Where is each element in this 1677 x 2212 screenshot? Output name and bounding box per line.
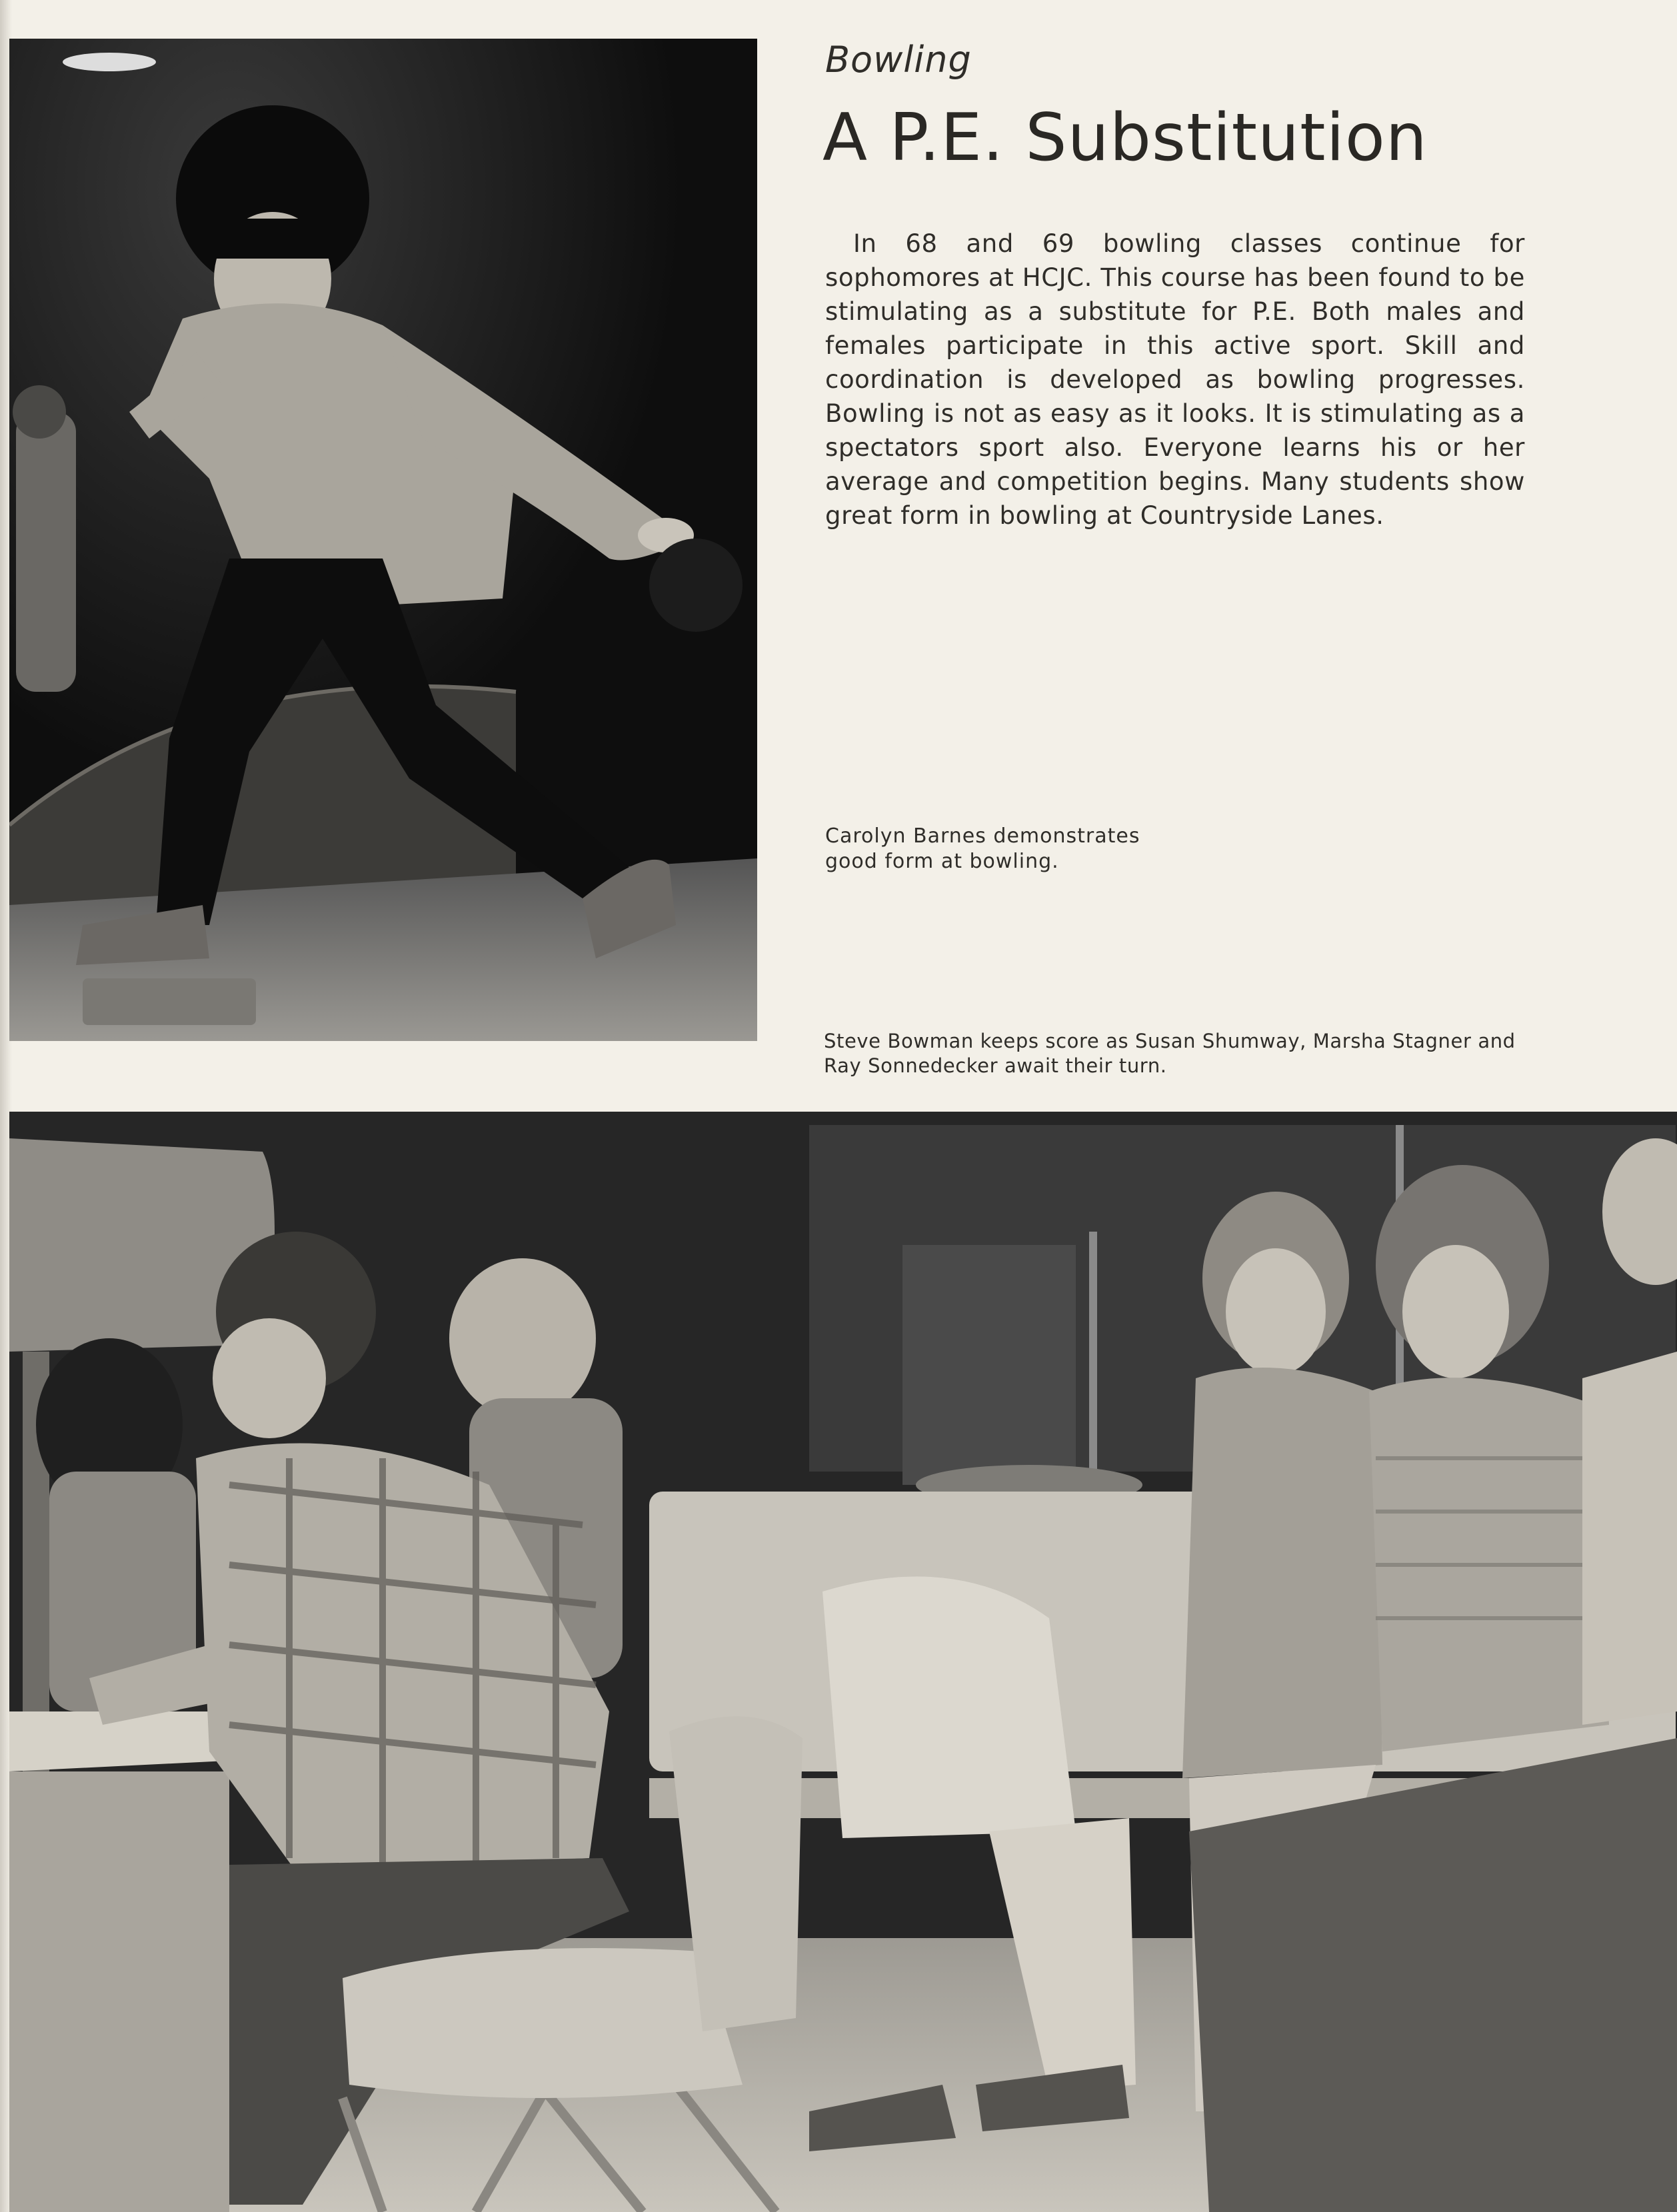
scorekeeping-photo-illustration: [9, 1112, 1677, 2212]
bowler-photo: [9, 39, 757, 1041]
section-kicker: Bowling: [825, 39, 972, 81]
scorekeeping-photo-caption: Steve Bowman keeps score as Susan Shumway, Marsha Stagner and Ray Sonnedecker await their turn.: [824, 1030, 1516, 1077]
page-title: A P.E. Substitution: [823, 100, 1428, 176]
bowler-photo-caption: Carolyn Barnes demonstrates good form at bowling.: [825, 824, 1140, 873]
scorekeeping-photo: [9, 1112, 1677, 2212]
article-body: In 68 and 69 bowling classes continue for sophomores at HCJC. This course has been found to be stimulating as a substitute for P.E. Both males and females participate in this active sport. Skill and coordination is developed as bowling progresses. Bowling is not as easy as it looks. It is stimulating as a spectators sport also. Everyone learns his or her average and competition begins. Many students show great form in bowling at Countryside Lanes.: [825, 229, 1525, 530]
bowler-photo-illustration: [9, 39, 757, 1041]
